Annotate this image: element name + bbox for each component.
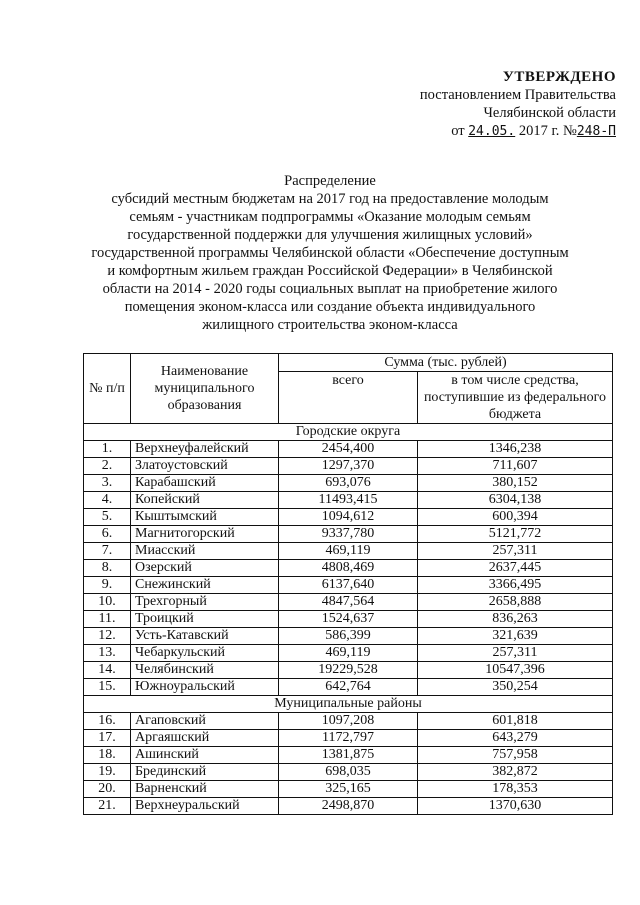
table-row <box>84 764 613 781</box>
total-amount: 325,165 <box>279 781 418 798</box>
federal-amount: 321,639 <box>418 628 613 645</box>
municipality-name: Верхнеуральский <box>131 798 279 815</box>
row-number: 3. <box>84 475 131 492</box>
table-row <box>84 458 613 475</box>
total-amount: 1381,875 <box>279 747 418 764</box>
row-number: 17. <box>84 730 131 747</box>
row-number: 5. <box>84 509 131 526</box>
approval-year: 2017 г. № <box>518 123 577 139</box>
municipality-name: Кыштымский <box>131 509 279 526</box>
total-amount: 1524,637 <box>279 611 418 628</box>
federal-amount: 757,958 <box>418 747 613 764</box>
header-federal: в том числе средства, поступившие из федерального бюджета <box>418 372 613 424</box>
row-number: 21. <box>84 798 131 815</box>
approval-date: 24.05. <box>468 124 516 139</box>
row-number: 2. <box>84 458 131 475</box>
table-row <box>84 781 613 798</box>
header-total: всего <box>279 372 418 424</box>
title-line-8: помещения эконом-класса или создание объекта индивидуального <box>124 299 536 315</box>
approval-line-1: постановлением Правительства <box>419 87 616 103</box>
total-amount: 19229,528 <box>279 662 418 679</box>
row-number: 13. <box>84 645 131 662</box>
total-amount: 6137,640 <box>279 577 418 594</box>
title-line-1: Распределение <box>284 173 376 189</box>
approval-heading: УТВЕРЖДЕНО <box>502 69 616 85</box>
row-number: 15. <box>84 679 131 696</box>
total-amount: 586,399 <box>279 628 418 645</box>
municipality-name: Челябинский <box>131 662 279 679</box>
title-line-4: государственной поддержки для улучшения жилищных условий» <box>127 227 533 243</box>
federal-amount: 10547,396 <box>418 662 613 679</box>
municipality-name: Усть-Катавский <box>131 628 279 645</box>
table-row <box>84 526 613 543</box>
federal-amount: 836,263 <box>418 611 613 628</box>
title-line-5: государственной программы Челябинской области «Обеспечение доступным <box>91 245 569 261</box>
municipality-name: Ашинский <box>131 747 279 764</box>
table-row <box>84 560 613 577</box>
approval-block <box>376 68 616 141</box>
federal-amount: 382,872 <box>418 764 613 781</box>
municipality-name: Чебаркульский <box>131 645 279 662</box>
total-amount: 9337,780 <box>279 526 418 543</box>
total-amount: 642,764 <box>279 679 418 696</box>
row-number: 10. <box>84 594 131 611</box>
federal-amount: 1346,238 <box>418 441 613 458</box>
municipality-name: Златоустовский <box>131 458 279 475</box>
total-amount: 4808,469 <box>279 560 418 577</box>
table-row <box>84 492 613 509</box>
approval-number: 248-П <box>576 124 616 139</box>
title-line-2: субсидий местным бюджетам на 2017 год на предоставление молодым <box>111 191 549 207</box>
subsidy-table <box>83 353 613 815</box>
table-row <box>84 713 613 730</box>
municipality-name: Снежинский <box>131 577 279 594</box>
federal-amount: 380,152 <box>418 475 613 492</box>
total-amount: 2498,870 <box>279 798 418 815</box>
header-name: Наименование муниципального образования <box>131 354 279 424</box>
row-number: 18. <box>84 747 131 764</box>
municipality-name: Копейский <box>131 492 279 509</box>
federal-amount: 350,254 <box>418 679 613 696</box>
municipality-name: Озерский <box>131 560 279 577</box>
municipality-name: Магнитогорский <box>131 526 279 543</box>
approval-prefix: от <box>451 123 465 139</box>
federal-amount: 5121,772 <box>418 526 613 543</box>
row-number: 14. <box>84 662 131 679</box>
federal-amount: 643,279 <box>418 730 613 747</box>
municipality-name: Аргаяшский <box>131 730 279 747</box>
federal-amount: 600,394 <box>418 509 613 526</box>
table-row <box>84 730 613 747</box>
table-row <box>84 594 613 611</box>
federal-amount: 257,311 <box>418 645 613 662</box>
table-row <box>84 475 613 492</box>
municipality-name: Варненский <box>131 781 279 798</box>
section-label: Муниципальные районы <box>84 696 613 713</box>
federal-amount: 178,353 <box>418 781 613 798</box>
table-row <box>84 679 613 696</box>
federal-amount: 601,818 <box>418 713 613 730</box>
municipality-name: Агаповский <box>131 713 279 730</box>
row-number: 7. <box>84 543 131 560</box>
total-amount: 469,119 <box>279 645 418 662</box>
municipality-name: Миасский <box>131 543 279 560</box>
federal-amount: 3366,495 <box>418 577 613 594</box>
row-number: 12. <box>84 628 131 645</box>
federal-amount: 257,311 <box>418 543 613 560</box>
row-number: 6. <box>84 526 131 543</box>
total-amount: 1094,612 <box>279 509 418 526</box>
row-number: 9. <box>84 577 131 594</box>
title-line-9: жилищного строительства эконом-класса <box>202 317 458 333</box>
table-row <box>84 747 613 764</box>
total-amount: 693,076 <box>279 475 418 492</box>
total-amount: 1097,208 <box>279 713 418 730</box>
federal-amount: 2637,445 <box>418 560 613 577</box>
table-row <box>84 441 613 458</box>
row-number: 11. <box>84 611 131 628</box>
header-num: № п/п <box>84 354 131 424</box>
table-row <box>84 543 613 560</box>
table-row <box>84 798 613 815</box>
municipality-name: Южноуральский <box>131 679 279 696</box>
federal-amount: 1370,630 <box>418 798 613 815</box>
table-row <box>84 509 613 526</box>
municipality-name: Карабашский <box>131 475 279 492</box>
document-title <box>70 172 590 334</box>
municipality-name: Троицкий <box>131 611 279 628</box>
municipality-name: Трехгорный <box>131 594 279 611</box>
table-row <box>84 611 613 628</box>
federal-amount: 6304,138 <box>418 492 613 509</box>
total-amount: 11493,415 <box>279 492 418 509</box>
table-row <box>84 662 613 679</box>
federal-amount: 2658,888 <box>418 594 613 611</box>
total-amount: 469,119 <box>279 543 418 560</box>
title-line-3: семьям - участникам подпрограммы «Оказание молодым семьям <box>129 209 531 225</box>
row-number: 8. <box>84 560 131 577</box>
row-number: 4. <box>84 492 131 509</box>
total-amount: 1172,797 <box>279 730 418 747</box>
total-amount: 698,035 <box>279 764 418 781</box>
table-row <box>84 645 613 662</box>
federal-amount: 711,607 <box>418 458 613 475</box>
row-number: 20. <box>84 781 131 798</box>
section-row <box>84 696 613 713</box>
row-number: 1. <box>84 441 131 458</box>
row-number: 16. <box>84 713 131 730</box>
title-line-6: и комфортным жильем граждан Российской Федерации» в Челябинской <box>107 263 553 279</box>
table-row <box>84 628 613 645</box>
total-amount: 2454,400 <box>279 441 418 458</box>
section-label: Городские округа <box>84 424 613 441</box>
header-sum: Сумма (тыс. рублей) <box>279 354 613 372</box>
total-amount: 1297,370 <box>279 458 418 475</box>
section-row <box>84 424 613 441</box>
approval-date-line <box>376 122 616 141</box>
municipality-name: Брединский <box>131 764 279 781</box>
title-line-7: области на 2014 - 2020 годы социальных выплат на приобретение жилого <box>102 281 558 297</box>
municipality-name: Верхнеуфалейский <box>131 441 279 458</box>
total-amount: 4847,564 <box>279 594 418 611</box>
approval-line-2: Челябинской области <box>483 105 616 121</box>
table-row <box>84 577 613 594</box>
row-number: 19. <box>84 764 131 781</box>
